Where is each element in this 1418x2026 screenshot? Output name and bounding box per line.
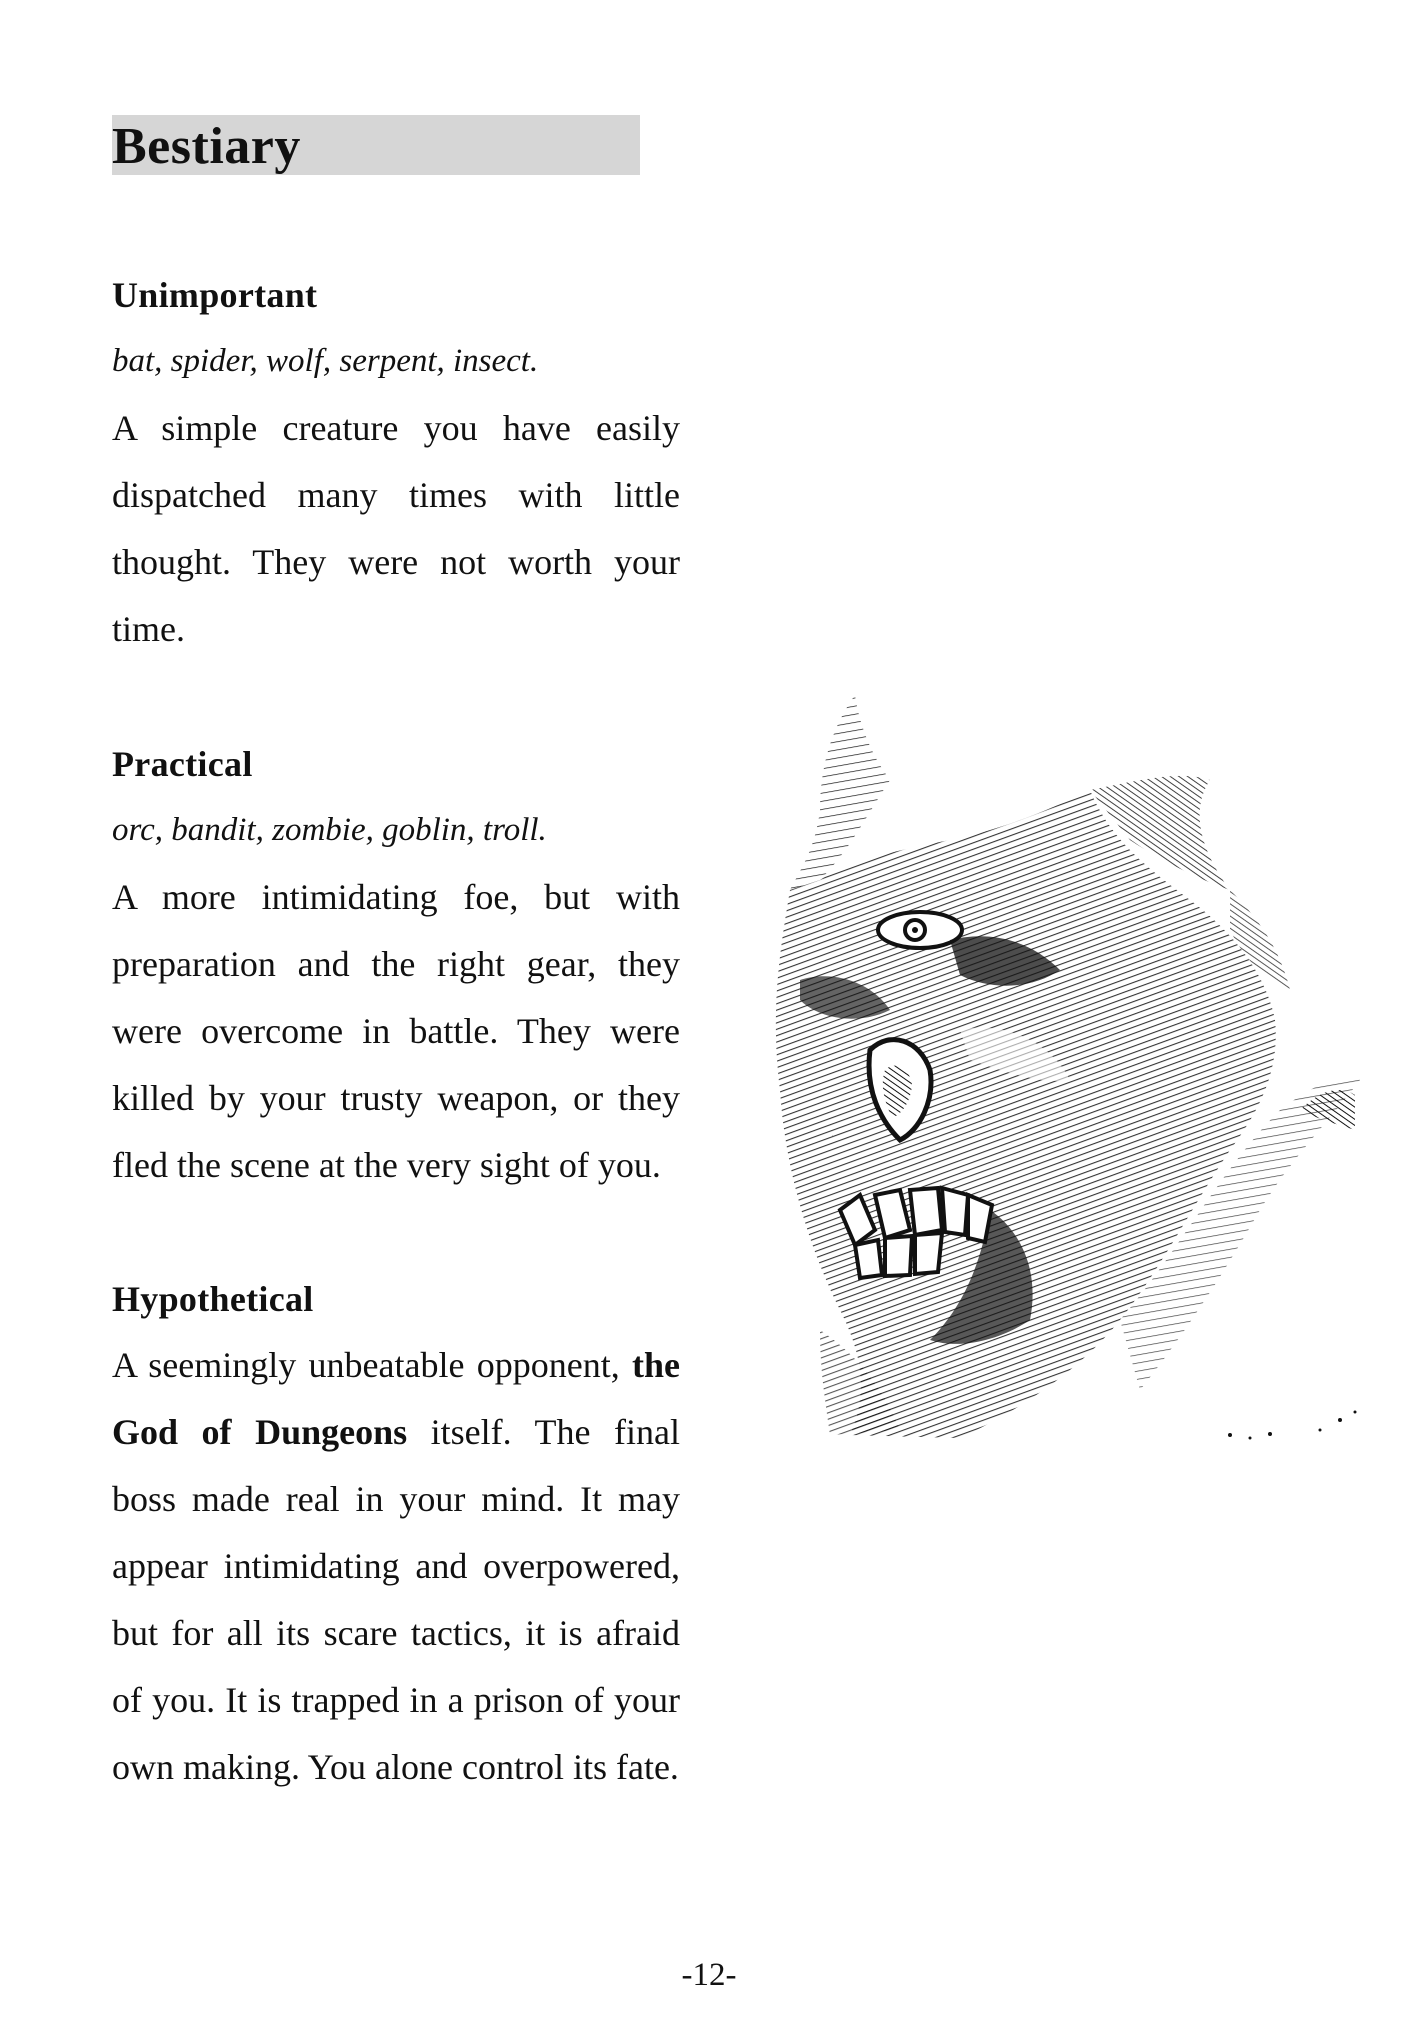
section-body-unimportant: A simple creature you have easily dispatched many times with little thought. They were not worth your time. [112, 408, 680, 649]
section-hypothetical [112, 1266, 680, 1801]
section-practical [112, 731, 680, 1199]
body-text-after: itself. The final boss made real in your mind. It may appear intimidating and overpowered, but for all its scare tactics, it is afraid of you. It is trapped in a prison of your own making. You alone control its fate. [112, 1412, 680, 1787]
species-list-practical: orc, bandit, zombie, goblin, troll. [112, 812, 547, 848]
section-heading-unimportant: Unimportant [112, 275, 318, 315]
page-title: Bestiary [112, 118, 301, 175]
section-heading-practical: Practical [112, 744, 253, 784]
god-of-dungeons-emphasis: the God of Dungeons [112, 1345, 680, 1452]
section-unimportant [112, 262, 680, 663]
page-number: -12- [681, 1957, 737, 1993]
section-body-hypothetical [112, 1332, 680, 1801]
body-text-before: A seemingly unbeatable opponent, [112, 1345, 620, 1385]
monster-face-illustration [760, 690, 1360, 1480]
species-list-unimportant: bat, spider, wolf, serpent, insect. [112, 343, 539, 379]
section-heading-hypothetical: Hypothetical [112, 1279, 314, 1319]
section-body-practical: A more intimidating foe, but with preparation and the right gear, they were overcome in battle. They were killed by your trusty weapon, or they fled the scene at the very sight of you. [112, 877, 680, 1185]
